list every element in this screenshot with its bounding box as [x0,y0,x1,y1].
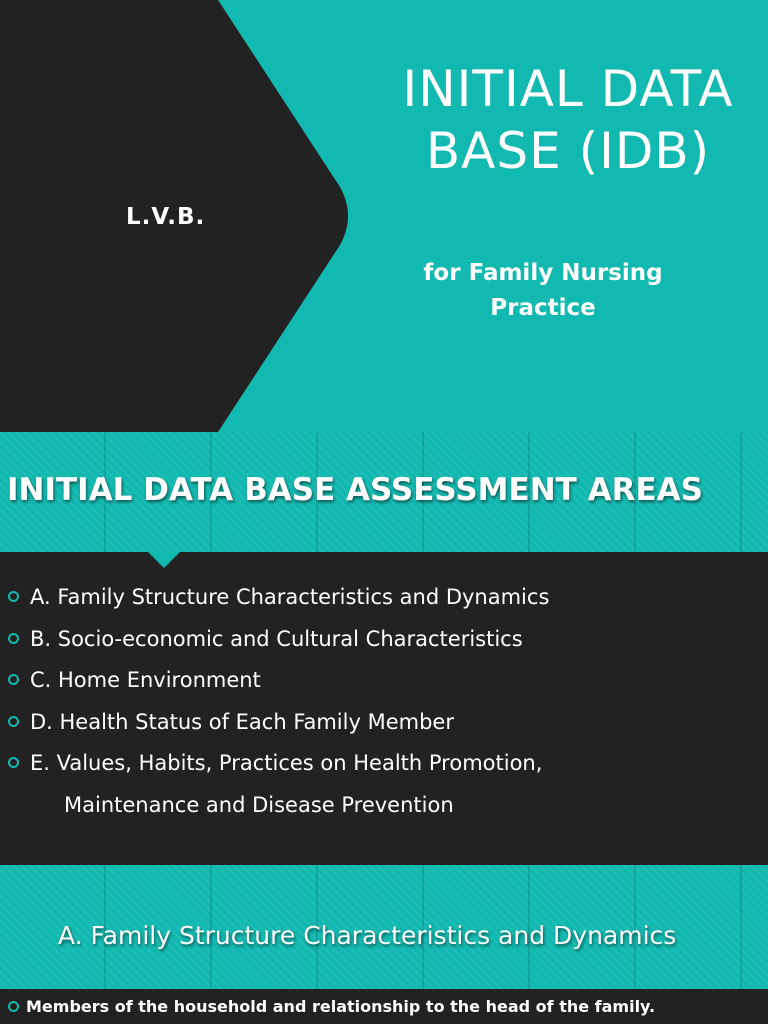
circle-bullet-icon [8,633,19,644]
circle-bullet-icon [8,591,19,602]
circle-bullet-icon [8,1001,19,1012]
circle-bullet-icon [8,757,19,768]
list-item: A. Family Structure Characteristics and Dynamics [0,577,768,619]
list-item: C. Home Environment [0,660,768,702]
title-slide [0,0,768,432]
circle-bullet-icon [8,716,19,727]
list-item: B. Socio-economic and Cultural Characteristics [0,619,768,661]
slide-title: A. Family Structure Characteristics and Dynamics [58,921,677,950]
list-item-continuation: Maintenance and Disease Prevention [64,792,454,817]
assessment-list [0,577,768,826]
author-label: L.V.B. [126,204,206,230]
assessment-areas-slide [0,432,768,865]
list-item: Members of the household and relationship to the head of the family. [0,997,655,1016]
slide-subtitle: for Family Nursing Practice [423,260,663,321]
list-item: D. Health Status of Each Family Member [0,702,768,744]
circle-bullet-icon [8,674,19,685]
list-item: E. Values, Habits, Practices on Health Promotion, [0,743,768,785]
title-band-notch [147,551,181,568]
family-structure-slide [0,865,768,1024]
slide-title: INITIAL DATA BASE (IDB) [402,60,734,180]
slide-title: INITIAL DATA BASE ASSESSMENT AREAS [7,472,703,508]
